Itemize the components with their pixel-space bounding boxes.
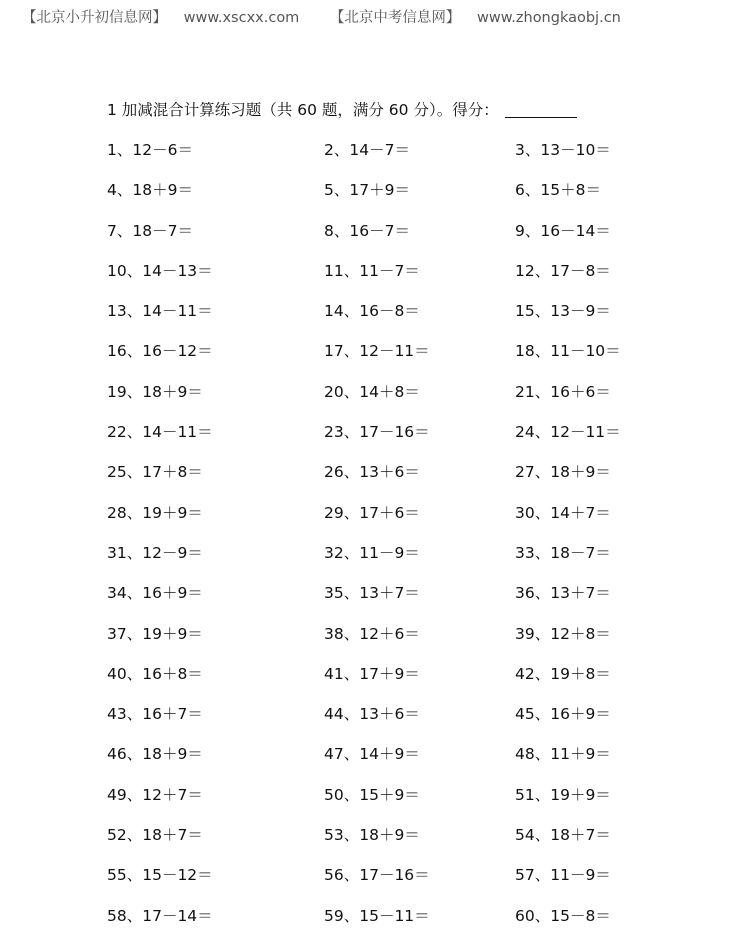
problem-item: 50、15＋9＝ [324,785,420,804]
page-header [22,6,633,27]
problem-item: 17、12－11＝ [324,342,430,361]
problem-item: 9、16－14＝ [515,221,611,240]
problem-row [107,702,727,742]
problem-row [107,460,727,500]
problem-row [107,742,727,782]
problem-item: 33、18－7＝ [515,543,611,562]
problem-row [107,863,727,903]
problem-item: 37、19＋9＝ [107,624,203,643]
problem-row [107,138,727,178]
site2-url[interactable]: www.zhongkaobj.cn [477,10,621,26]
problem-row [107,622,727,662]
problem-item: 28、19＋9＝ [107,503,203,522]
problem-item: 58、17－14＝ [107,906,213,925]
problem-item: 18、11－10＝ [515,342,621,361]
score-blank[interactable] [505,103,577,118]
problem-item: 20、14＋8＝ [324,382,420,401]
problem-item: 38、12＋6＝ [324,624,420,643]
problem-item: 13、14－11＝ [107,302,213,321]
problem-row [107,662,727,702]
problem-item: 43、16＋7＝ [107,705,203,724]
problem-item: 44、13＋6＝ [324,705,420,724]
problem-item: 14、16－8＝ [324,302,420,321]
problem-row [107,501,727,541]
problem-item: 53、18＋9＝ [324,826,420,845]
problem-item: 24、12－11＝ [515,423,621,442]
problem-item: 4、18＋9＝ [107,181,193,200]
problem-item: 32、11－9＝ [324,543,420,562]
problem-item: 47、14＋9＝ [324,745,420,764]
problem-item: 39、12＋8＝ [515,624,611,643]
problem-row [107,178,727,218]
problem-item: 46、18＋9＝ [107,745,203,764]
problem-item: 31、12－9＝ [107,543,203,562]
problem-item: 12、17－8＝ [515,261,611,280]
problem-row [107,299,727,339]
worksheet-title [107,98,577,120]
problem-grid [107,138,727,944]
problem-row [107,219,727,259]
problem-item: 2、14－7＝ [324,141,410,159]
problem-item: 59、15－11＝ [324,906,430,925]
problem-item: 7、18－7＝ [107,221,193,240]
problem-item: 54、18＋7＝ [515,826,611,845]
problem-item: 16、16－12＝ [107,342,213,361]
problem-item: 42、19＋8＝ [515,664,611,683]
problem-item: 56、17－16＝ [324,866,430,885]
problem-row [107,823,727,863]
problem-item: 57、11－9＝ [515,866,611,885]
problem-row [107,259,727,299]
problem-item: 48、11＋9＝ [515,745,611,764]
problem-item: 10、14－13＝ [107,261,213,280]
problem-item: 23、17－16＝ [324,423,430,442]
problem-item: 55、15－12＝ [107,866,213,885]
problem-item: 49、12＋7＝ [107,785,203,804]
site1-label: 【北京小升初信息网】 [22,10,167,26]
problem-item: 40、16＋8＝ [107,664,203,683]
problem-row [107,541,727,581]
problem-row [107,339,727,379]
problem-item: 25、17＋8＝ [107,463,203,482]
problem-row [107,904,727,944]
problem-item: 36、13＋7＝ [515,584,611,603]
worksheet-title-text: 1 加减混合计算练习题（共 60 题，满分 60 分）。得分： [107,101,499,119]
problem-item: 35、13＋7＝ [324,584,420,603]
problem-item: 52、18＋7＝ [107,826,203,845]
problem-item: 30、14＋7＝ [515,503,611,522]
problem-item: 29、17＋6＝ [324,503,420,522]
problem-item: 21、16＋6＝ [515,382,611,401]
site2-label: 【北京中考信息网】 [329,10,461,26]
problem-item: 41、17＋9＝ [324,664,420,683]
problem-row [107,783,727,823]
problem-item: 6、15＋8＝ [515,181,601,200]
problem-item: 8、16－7＝ [324,221,410,240]
problem-item: 45、16＋9＝ [515,705,611,724]
problem-row [107,581,727,621]
problem-item: 15、13－9＝ [515,302,611,321]
problem-item: 11、11－7＝ [324,261,420,280]
problem-item: 34、16＋9＝ [107,584,203,603]
problem-row [107,420,727,460]
problem-item: 19、18＋9＝ [107,382,203,401]
problem-item: 51、19＋9＝ [515,785,611,804]
problem-row [107,380,727,420]
problem-item: 3、13－10＝ [515,141,611,159]
problem-item: 5、17＋9＝ [324,181,410,200]
site1-url[interactable]: www.xscxx.com [183,10,300,26]
problem-item: 60、15－8＝ [515,906,611,925]
problem-item: 26、13＋6＝ [324,463,420,482]
problem-item: 1、12－6＝ [107,141,193,159]
problem-item: 27、18＋9＝ [515,463,611,482]
problem-item: 22、14－11＝ [107,423,213,442]
